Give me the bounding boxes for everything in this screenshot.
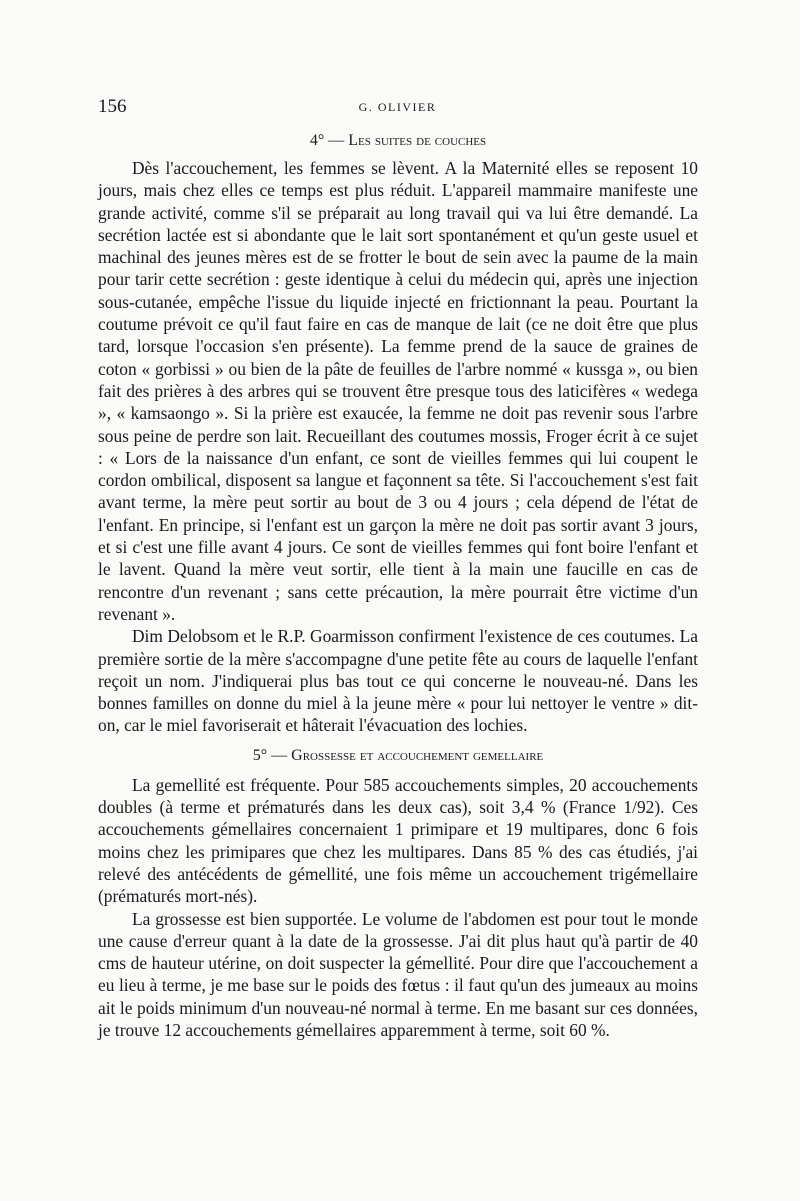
paragraph: Dès l'accouchement, les femmes se lèvent. A la Maternité elles se reposent 10 jours, mais chez elles ce temps est plus réduit. L'appareil mammaire manifeste une grande activité, comme s'il se préparait au long travail qui va lui être demandé. La secrétion lactée est si abondante que le lait sort spontanément et qu'un geste usuel et machinal des jeunes mères est de se frotter le bout de sein avec la paume de la main pour tarir cette secrétion : geste identique à celui du médecin qui, après une injection sous-cutanée, empêche l'issue du liquide injecté en frictionnant la peau. Pourtant la coutume prévoit ce qu'il faut faire en cas de manque de lait (ce ne doit être que plus tard, lorsque l'occasion s'en présente). La femme prend de la sauce de graines de coton « gorbissi » ou bien de la pâte de feuilles de l'arbre nommé « kussga », ou bien fait des prières à des arbres qui se trouvent être presque tous des laticifères « wedega », « kamsaongo ». Si la prière est exaucée, la femme ne doit pas revenir sous l'arbre sous peine de perdre son lait. Recueillant des coutumes mossis, Froger écrit à ce sujet : « Lors de la naissance d'un enfant, ce sont de vieilles femmes qui lui coupent le cordon ombilical, disposent sa langue et façonnent sa tête. Si l'accouchement s'est fait avant terme, la mère peut sortir au bout de 3 ou 4 jours ; cela dépend de l'état de l'enfant. En principe, si l'enfant est un garçon la mère ne doit pas sortir avant 3 jours, et si c'est une fille avant 4 jours. Ce sont de vieilles femmes qui font boire l'enfant et le lavent. Quand la mère veut sortir, elle tient à la main une faucille en cas de rencontre d'un revenant ; sans cette précaution, la mère pourrait être victime d'un revenant ». [98, 158, 698, 624]
section-heading-grossesse-gemellaire: 5° — Grossesse et accouchement gemellaire [252, 746, 544, 764]
running-head: G. OLIVIER [358, 100, 437, 114]
paragraph: La gemellité est fréquente. Pour 585 accouchements simples, 20 accouchements doubles (à terme et prématurés dans les deux cas), soit 3,4 % (France 1/92). Ces accouchements gémellaires concernaient 1 primipare et 19 multipares, donc 6 fois moins chez les primipares que chez les multipares. Dans 85 % des cas étudiés, j'ai relevé des antécédents de gémellité, une fois même un accouchement trigémellaire (prématurés mort-nés). [98, 774, 698, 907]
page-body [98, 130, 698, 1041]
paragraph: La grossesse est bien supportée. Le volume de l'abdomen est pour tout le monde une cause d'erreur quant à la date de la grossesse. J'ai dit plus haut qu'à partir de 40 cms de hauteur utérine, on doit suspecter la gémellité. Pour dire que l'accouchement a eu lieu à terme, je me base sur le poids des fœtus : il faut qu'un des jumeaux au moins ait le poids minimum d'un nouveau-né normal à terme. En me basant sur ces données, je trouve 12 accouchements gémellaires apparemment à terme, soit 60 %. [98, 908, 698, 1040]
section-heading-suites-de-couches: 4° — Les suites de couches [309, 132, 487, 149]
paragraph: Dim Delobsom et le R.P. Goarmisson confirment l'existence de ces coutumes. La première sortie de la mère s'accompagne d'une petite fête au cours de laquelle l'enfant reçoit un nom. J'indiquerai plus bas tout ce qui concerne le nouveau-né. Dans les bonnes familles on donne du miel à la jeune mère « pour lui nettoyer le ventre » dit-on, car le miel favoriserait et hâterait l'évacuation des lochies. [98, 626, 698, 736]
page-header [98, 96, 697, 120]
page-number: 156 [98, 96, 127, 117]
